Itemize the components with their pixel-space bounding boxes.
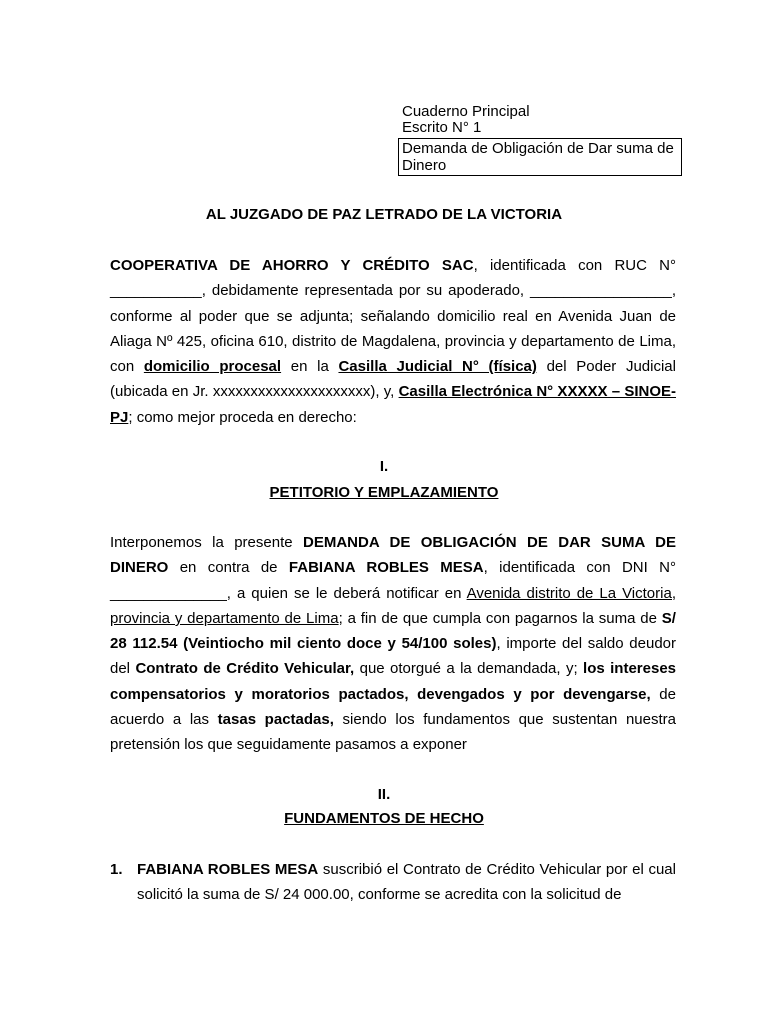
interests-clause: los intereses compensatorios y moratorios pactados, devengados y por devengarse, — [110, 660, 677, 703]
defendant-name: FABIANA ROBLES MESA — [288, 559, 484, 577]
electronic-box: Casilla Electrónica N° XXXXX – SINOE-PJ — [110, 383, 676, 426]
fact-item-number: 1. — [110, 861, 123, 878]
writ-number: Escrito N° 1 — [402, 119, 482, 136]
addressee-heading: AL JUZGADO DE PAZ LETRADO DE LA VICTORIA — [205, 206, 563, 223]
intro-text-2: en la — [281, 358, 339, 376]
section-1-number: I. — [379, 458, 389, 475]
subject-box: Demanda de Obligación de Dar suma de Dinero — [398, 138, 682, 176]
petitorio-text-2: en contra de — [168, 559, 289, 577]
section-2-number: II. — [377, 786, 391, 803]
case-header — [402, 104, 682, 136]
fact-defendant-name: FABIANA ROBLES MESA — [137, 861, 319, 878]
fact-item-text — [137, 857, 676, 908]
claim-type: DEMANDA DE OBLIGACIÓN DE DAR SUMA DE DINERO — [110, 534, 676, 577]
claimed-amount: S/ 28 112.54 (Veintiocho mil ciento doce y 54/100 soles) — [110, 609, 676, 653]
intro-text-3: del Poder Judicial (ubicada en Jr. xxxxxxxxxxxxxxxxxxxxx), y, — [110, 358, 676, 401]
intro-text-1: , identificada con RUC N° ___________, debidamente representada por su apoderado, _________________, conforme al poder que se adjunta; señalando domicilio real en Avenida Juan de Aliaga Nº 425, oficina 610, distrito de Magdalena, provincia y departamento de Lima, con — [110, 257, 676, 376]
petitorio-text-3: , identificada con DNI N° ______________, a quien se le deberá notificar en — [110, 559, 676, 602]
petitorio-text-5: , importe del saldo deudor del — [110, 635, 677, 678]
petitorio-text-7: de acuerdo a las — [110, 685, 676, 729]
agreed-rates: tasas pactadas, — [217, 711, 334, 729]
petitorio-text-1: Interponemos la presente — [110, 534, 303, 551]
plaintiff-name: COOPERATIVA DE AHORRO Y CRÉDITO SAC — [110, 257, 474, 274]
notebook-label: Cuaderno Principal — [402, 103, 530, 120]
fact-item-1 — [110, 857, 676, 908]
petitorio-text-6: que otorgué a la demandada, y; — [354, 660, 584, 678]
contract-name: Contrato de Crédito Vehicular, — [135, 660, 355, 678]
defendant-address: Avenida distrito de La Victoria, provincia y departamento de Lima — [110, 584, 676, 627]
section-2-title: FUNDAMENTOS DE HECHO — [284, 810, 484, 827]
intro-paragraph — [110, 253, 676, 430]
petitorio-text-4: ; a fin de que cumpla con pagarnos la suma de — [338, 609, 662, 627]
fact-text-1: suscribió el Contrato de Crédito Vehicular por el cual solicitó la suma de S/ 24 000.00, conforme se acredita con la solicitud de — [137, 861, 676, 904]
petitorio-text-8: siendo los fundamentos que sustentan nuestra pretensión los que seguidamente pasamos a exponer — [110, 711, 676, 754]
procedural-domicile: domicilio procesal — [143, 358, 282, 376]
judicial-box: Casilla Judicial N° (física) — [338, 358, 537, 376]
intro-text-4: ; como mejor proceda en derecho: — [128, 408, 357, 426]
petitorio-paragraph — [110, 530, 676, 758]
section-1-title: PETITORIO Y EMPLAZAMIENTO — [269, 484, 499, 501]
